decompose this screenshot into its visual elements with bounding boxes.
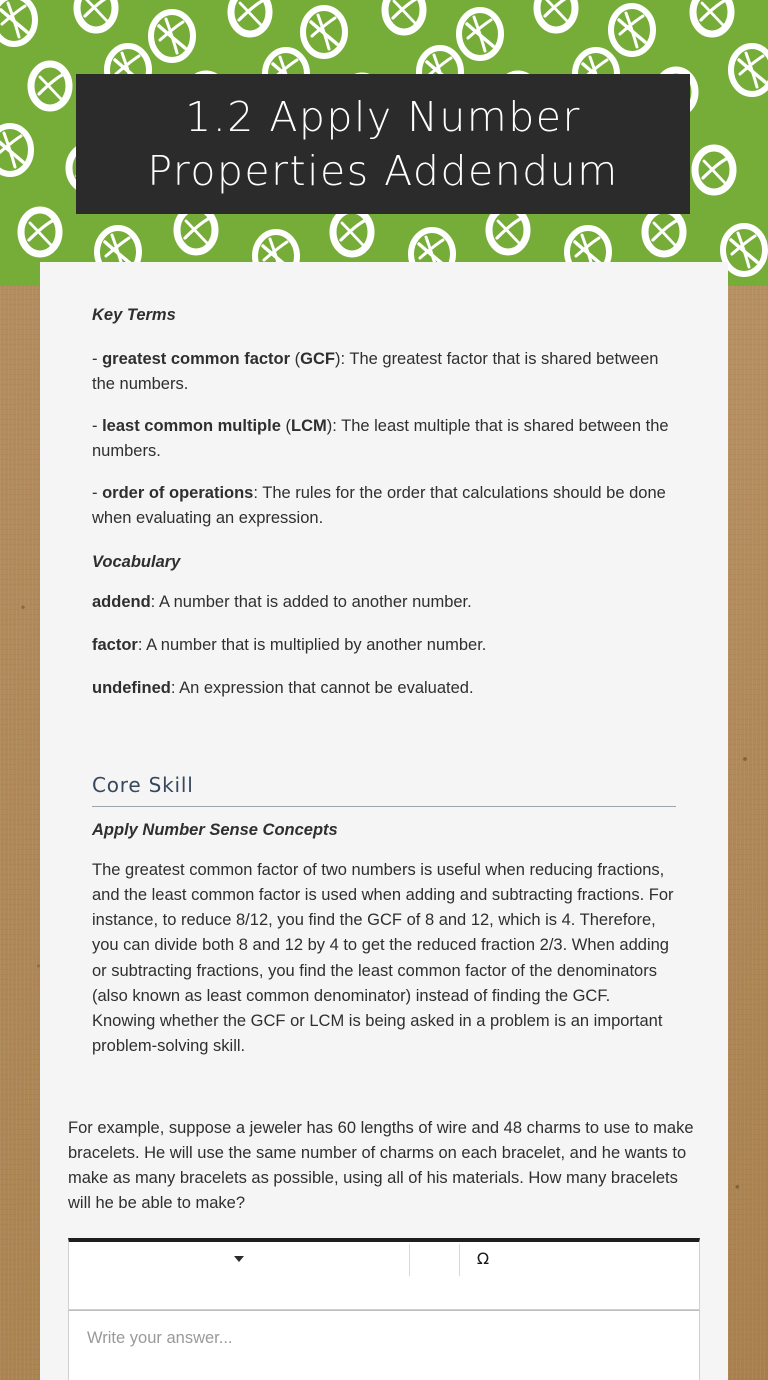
- key-term-definition: The greatest factor that is shared between the numbers.: [92, 350, 659, 394]
- vocabulary-item: [92, 633, 676, 658]
- key-term-name: greatest common factor: [102, 350, 291, 368]
- key-term-item: [92, 414, 676, 464]
- vocabulary-definition: A number that is added to another number.: [158, 593, 472, 612]
- core-skill-section: [92, 773, 676, 1060]
- format-dropdown[interactable]: [69, 1242, 409, 1276]
- vocabulary-separator: :: [137, 636, 147, 655]
- key-term-abbr: LCM: [290, 417, 327, 436]
- page-title: 1.2 Apply Number Properties Addendum: [147, 92, 619, 195]
- vocabulary-separator: :: [170, 678, 180, 697]
- key-term-paren-close: ):: [335, 350, 350, 368]
- answer-editor: [40, 1238, 728, 1380]
- lesson-content-card: [40, 262, 728, 1380]
- key-term-item: [92, 481, 676, 531]
- answer-placeholder: Write your answer...: [87, 1328, 233, 1347]
- key-terms-section: [92, 306, 676, 531]
- toolbar-slot[interactable]: [410, 1242, 459, 1276]
- header-banner: [0, 0, 768, 286]
- omega-icon: Ω: [476, 1249, 490, 1269]
- key-term-name: least common multiple: [102, 417, 281, 436]
- vocabulary-definition: An expression that cannot be evaluated.: [179, 678, 474, 697]
- title-plate: [76, 74, 690, 214]
- key-term-paren-open: (: [280, 417, 291, 436]
- key-term-item: [92, 347, 676, 397]
- key-terms-heading: Key Terms: [92, 306, 176, 324]
- answer-input[interactable]: [68, 1310, 700, 1380]
- key-term-definition: The rules for the order that calculations should be done when evaluating an expression.: [92, 484, 666, 528]
- vocabulary-term: factor: [92, 636, 138, 655]
- vocabulary-term: undefined: [92, 678, 171, 697]
- vocabulary-separator: :: [150, 593, 159, 612]
- special-character-button[interactable]: [460, 1242, 506, 1276]
- key-term-paren-close: :: [253, 484, 263, 503]
- key-term-paren-open: (: [290, 350, 301, 368]
- chevron-down-icon: [234, 1256, 244, 1262]
- vocabulary-definition: A number that is multiplied by another number.: [146, 636, 487, 655]
- key-term-paren-close: ):: [326, 417, 342, 436]
- key-term-dash: -: [92, 417, 103, 436]
- core-skill-divider: [92, 806, 676, 807]
- key-term-dash: -: [92, 350, 103, 368]
- vocabulary-section: [92, 553, 676, 700]
- vocabulary-item: [92, 676, 676, 701]
- core-skill-paragraph: The greatest common factor of two numbers is useful when reducing fractions, and the least common factor is used when adding and subtracting fractions. For instance, to reduce 8/12, you find the GCF of 8 and 12, which is 4. Therefore, you can divide both 8 and 12 by 4 to get the reduced fraction 2/3. When adding or subtracting fractions, you find the least common factor of the denominators (also known as least common denominator) instead of finding the GCF. Knowing whether the GCF or LCM is being asked in a problem is an important problem-solving skill.: [92, 860, 674, 1056]
- key-term-abbr: GCF: [300, 350, 335, 368]
- example-question-section: [40, 1116, 728, 1216]
- example-paragraph: For example, suppose a jeweler has 60 lengths of wire and 48 charms to use to make bracelets. He will use the same number of charms on each bracelet, and he wants to make as many bracelets as possible, using all of his materials. How many bracelets will he be able to make?: [68, 1118, 694, 1212]
- key-term-definition: The least multiple that is shared between the numbers.: [92, 417, 669, 461]
- core-skill-label: Core Skill: [92, 772, 194, 797]
- vocabulary-term: addend: [92, 593, 151, 612]
- key-term-dash: -: [92, 484, 103, 503]
- vocabulary-heading: Vocabulary: [92, 553, 181, 572]
- editor-toolbar: [68, 1238, 700, 1310]
- key-term-name: order of operations: [102, 484, 254, 503]
- vocabulary-item: [92, 590, 676, 615]
- core-skill-subheading: Apply Number Sense Concepts: [92, 820, 338, 839]
